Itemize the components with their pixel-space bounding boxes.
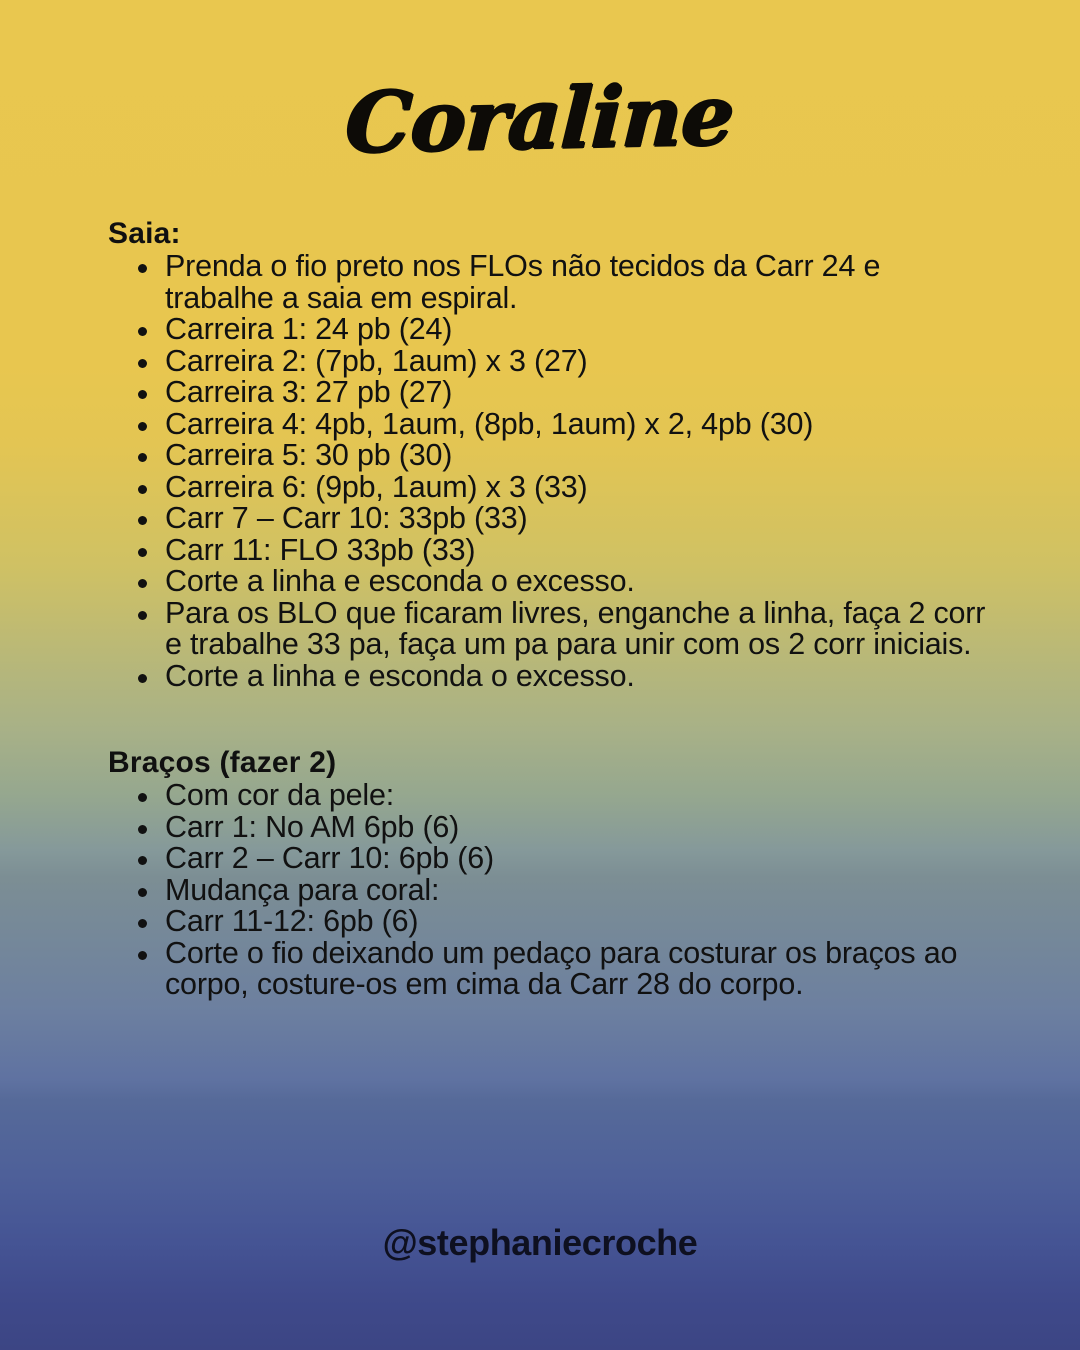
list-item: Carreira 4: 4pb, 1aum, (8pb, 1aum) x 2, 4pb (30) [0,409,1080,441]
instruction-list-bracos-pele [0,780,1080,875]
title-container [0,0,1080,173]
list-item: Carreira 6: (9pb, 1aum) x 3 (33) [0,472,1080,504]
list-item: Com cor da pele: [0,780,1080,812]
page-title: Coraline [343,65,737,173]
list-item: Carr 11-12: 6pb (6) [0,906,1080,938]
list-item: Corte o fio deixando um pedaço para costurar os braços ao corpo, costure-os em cima da Carr 28 do corpo. [0,938,1080,1001]
list-item: Carr 2 – Carr 10: 6pb (6) [0,843,1080,875]
list-item: Prenda o fio preto nos FLOs não tecidos da Carr 24 e trabalhe a saia em espiral. [0,251,1080,314]
list-item: Carreira 1: 24 pb (24) [0,314,1080,346]
list-item: Carr 7 – Carr 10: 33pb (33) [0,503,1080,535]
list-item: Carreira 5: 30 pb (30) [0,440,1080,472]
instruction-list-saia [0,251,1080,692]
section-heading-saia: Saia: [108,217,181,250]
instagram-handle: @stephaniecroche [382,1222,698,1263]
section-spacer [0,692,1080,746]
list-item: Corte a linha e esconda o excesso. [0,661,1080,693]
instruction-list-bracos-coral [0,872,1080,1001]
list-item: Carr 11: FLO 33pb (33) [0,535,1080,567]
list-item: Carr 1: No AM 6pb (6) [0,812,1080,844]
list-item: Para os BLO que ficaram livres, enganche a linha, faça 2 corr e trabalhe 33 pa, faça um pa para unir com os 2 corr iniciais. [0,598,1080,661]
section-heading-bracos: Braços (fazer 2) [108,746,337,779]
list-item: Mudança para coral: [0,875,1080,907]
list-item: Carreira 2: (7pb, 1aum) x 3 (27) [0,346,1080,378]
list-item: Carreira 3: 27 pb (27) [0,377,1080,409]
list-item: Corte a linha e esconda o excesso. [0,566,1080,598]
